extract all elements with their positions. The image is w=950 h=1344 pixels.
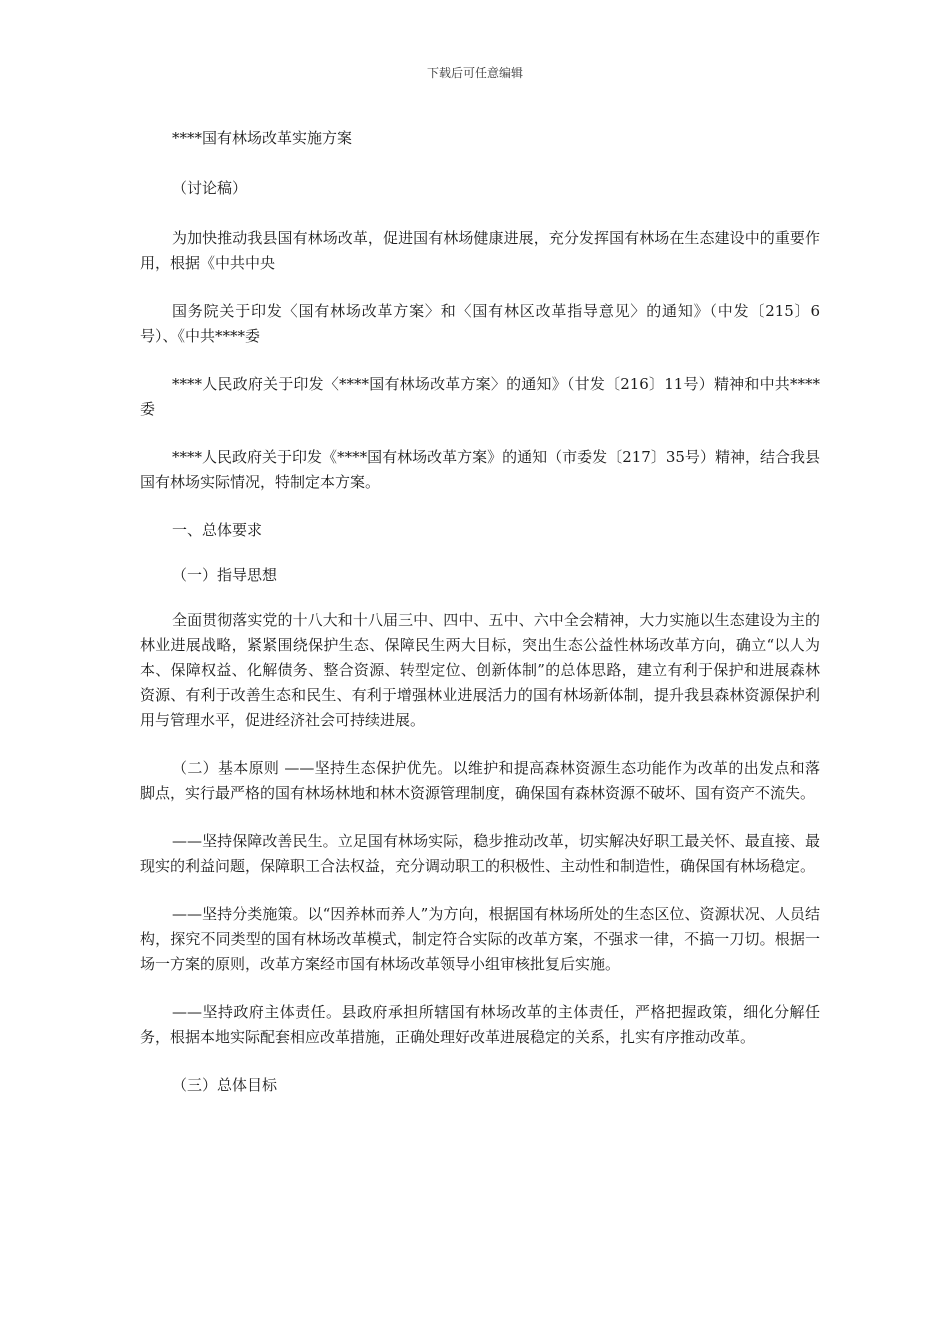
subsection-heading-overall-goals: （三）总体目标 — [172, 1076, 278, 1094]
intro-paragraph-1: 为加快推动我县国有林场改革，促进国有林场健康进展，充分发挥国有林场在生态建设中的重要作用，根据《中共中央 — [140, 229, 820, 272]
intro-paragraph-4: ****人民政府关于印发《****国有林场改革方案》的通知（市委发〔217〕35号）精神，结合我县国有林场实际情况，特制定本方案。 — [140, 448, 820, 491]
document-subtitle: （讨论稿） — [172, 179, 248, 197]
principle-paragraph-2: ——坚持保障改善民生。立足国有林场实际，稳步推动改革，切实解决好职工最关怀、最直接、最现实的利益问题，保障职工合法权益，充分调动职工的积极性、主动性和制造性，确保国有林场稳定。 — [140, 832, 820, 875]
guiding-thought-paragraph: 全面贯彻落实党的十八大和十八届三中、四中、五中、六中全会精神，大力实施以生态建设为主的林业进展战略，紧紧围绕保护生态、保障民生两大目标，突出生态公益性林场改革方向，确立“以人为本、保障权益、化解债务、整合资源、转型定位、创新体制”的总体思路，建立有利于保护和进展森林资源、有利于改善生态和民生、有利于增强林业进展活力的国有林场新体制，提升我县森林资源保护利用与管理水平，促进经济社会可持续进展。 — [140, 611, 820, 729]
principle-paragraph-1: （二）基本原则 ——坚持生态保护优先。以维护和提高森林资源生态功能作为改革的出发点和落脚点，实行最严格的国有林场林地和林木资源管理制度，确保国有森林资源不破坏、国有资产不流失。 — [140, 759, 820, 802]
header-note: 下载后可任意编辑 — [426, 66, 523, 80]
principle-paragraph-3: ——坚持分类施策。以“因养林而养人”为方向，根据国有林场所处的生态区位、资源状况、人员结构，探究不同类型的国有林场改革模式，制定符合实际的改革方案，不强求一律，不搞一刀切。根据一场一方案的原则，改革方案经市国有林场改革领导小组审核批复后实施。 — [140, 905, 820, 973]
section-heading-overall-requirements: 一、总体要求 — [172, 521, 263, 539]
intro-paragraph-3: ****人民政府关于印发〈****国有林场改革方案〉的通知》（甘发〔216〕11号）精神和中共****委 — [140, 375, 820, 418]
document-body — [140, 126, 820, 1118]
subsection-heading-guiding-thought: （一）指导思想 — [172, 566, 278, 584]
intro-paragraph-2: 国务院关于印发〈国有林场改革方案〉和〈国有林区改革指导意见〉的通知》（中发〔215〕6号）、《中共****委 — [140, 302, 820, 345]
document-title: ****国有林场改革实施方案 — [172, 129, 353, 147]
principle-paragraph-4: ——坚持政府主体责任。县政府承担所辖国有林场改革的主体责任，严格把握政策，细化分解任务，根据本地实际配套相应改革措施，正确处理好改革进展稳定的关系，扎实有序推动改革。 — [140, 1003, 820, 1046]
